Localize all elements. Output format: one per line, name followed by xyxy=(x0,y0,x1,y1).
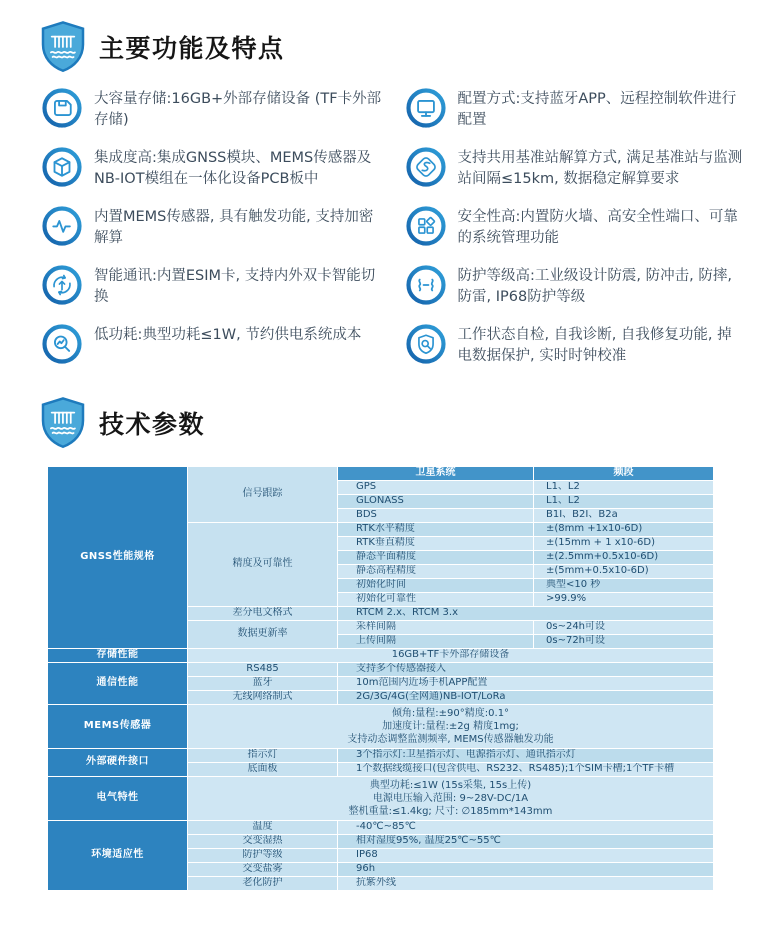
subcategory-signal-tracking: 信号跟踪 xyxy=(188,466,338,522)
feature-item-config xyxy=(406,88,746,132)
magnifier-chart-icon xyxy=(42,324,82,364)
param-bds: BDS xyxy=(338,508,534,522)
feature-text: 防护等级高:工业级设计防震, 防冲击, 防摔, 防雷, IP68防护等级 xyxy=(457,267,732,306)
feature-text: 支持共用基准站解算方式, 满足基准站与监测站间隔≤15km, 数据稳定解算要求 xyxy=(457,149,743,188)
value-bds-band: B1I、B2I、B2a xyxy=(534,508,714,522)
value-bluetooth: 10m范围内近场手机APP配置 xyxy=(338,676,714,690)
param-upload-interval: 上传间隔 xyxy=(338,634,534,648)
value-init-reliability: >99.9% xyxy=(534,592,714,606)
subcategory-diff-format: 差分电文格式 xyxy=(188,606,338,620)
category-hardware: 外部硬件接口 xyxy=(48,748,188,776)
subcategory-damp-heat: 交变湿热 xyxy=(188,834,338,848)
value-static-height: ±(5mm+0.5x10-6D) xyxy=(534,564,714,578)
subcategory-temperature: 温度 xyxy=(188,820,338,834)
pulse-icon xyxy=(42,206,82,246)
value-ip-rating: IP68 xyxy=(338,848,714,862)
category-environment: 环境适应性 xyxy=(48,820,188,890)
shield-dam-icon xyxy=(38,396,88,450)
value-damp-heat: 相对湿度95%, 温度25℃~55℃ xyxy=(338,834,714,848)
table-row xyxy=(48,748,714,762)
table-row xyxy=(48,704,714,748)
value-sample-interval: 0s~24h可设 xyxy=(534,620,714,634)
value-indicator-lights: 3个指示灯:卫星指示灯、电源指示灯、通讯指示灯 xyxy=(338,748,714,762)
specs-title: 技术参数 xyxy=(99,409,206,439)
value-electrical xyxy=(188,776,714,820)
value-rtk-horizontal: ±(8mm +1x10-6D) xyxy=(534,522,714,536)
subcategory-salt-spray: 交变盐雾 xyxy=(188,862,338,876)
s-curve-icon xyxy=(406,147,446,187)
feature-item-mems-sensor xyxy=(42,206,382,250)
table-row xyxy=(48,820,714,834)
value-upload-interval: 0s~72h可设 xyxy=(534,634,714,648)
feature-text: 工作状态自检, 自我诊断, 自我修复功能, 掉电数据保护, 实时时钟校准 xyxy=(457,326,732,365)
feature-item-security xyxy=(406,206,746,250)
cube-icon xyxy=(42,147,82,187)
value-init-time: 典型<10 秒 xyxy=(534,578,714,592)
value-salt-spray: 96h xyxy=(338,862,714,876)
value-aging: 抗紫外线 xyxy=(338,876,714,890)
subcategory-rs485: RS485 xyxy=(188,662,338,676)
feature-text: 智能通讯:内置ESIM卡, 支持内外双卡智能切换 xyxy=(94,267,376,306)
subcategory-ip-rating: 防护等级 xyxy=(188,848,338,862)
specs-section-header xyxy=(38,396,759,450)
param-sample-interval: 采样间隔 xyxy=(338,620,534,634)
blocks-icon xyxy=(406,206,446,246)
mems-line: 倾角:量程:±90°精度:0.1° xyxy=(391,707,510,719)
electrical-line: 电源电压输入范围: 9~28V-DC/1A xyxy=(372,792,529,804)
feature-item-smart-comm xyxy=(42,265,382,309)
shield-dam-icon xyxy=(38,20,88,74)
col-header-satellite-system: 卫星系统 xyxy=(338,466,534,480)
category-electrical: 电气特性 xyxy=(48,776,188,820)
feature-text: 安全性高:内置防火墙、高安全性端口、可靠的系统管理功能 xyxy=(457,208,738,247)
spec-table xyxy=(47,466,714,891)
param-gps: GPS xyxy=(338,480,534,494)
value-storage: 16GB+TF卡外部存储设备 xyxy=(188,648,714,662)
vibration-icon xyxy=(406,265,446,305)
param-static-plane: 静态平面精度 xyxy=(338,550,534,564)
value-temperature: -40℃~85℃ xyxy=(338,820,714,834)
value-glonass-band: L1、L2 xyxy=(534,494,714,508)
feature-item-integration xyxy=(42,147,382,191)
value-wireless: 2G/3G/4G(全网通)NB-IOT/LoRa xyxy=(338,690,714,704)
feature-text: 大容量存储:16GB+外部存储设备 (TF卡外部存储) xyxy=(94,91,382,129)
category-mems: MEMS传感器 xyxy=(48,704,188,748)
value-gps-band: L1、L2 xyxy=(534,480,714,494)
param-init-time: 初始化时间 xyxy=(338,578,534,592)
subcategory-wireless: 无线网络制式 xyxy=(188,690,338,704)
param-glonass: GLONASS xyxy=(338,494,534,508)
feature-text: 低功耗:典型功耗≤1W, 节约供电系统成本 xyxy=(94,326,362,343)
subcategory-aging: 老化防护 xyxy=(188,876,338,890)
features-grid xyxy=(42,88,745,368)
category-communication: 通信性能 xyxy=(48,662,188,704)
subcategory-update-rate: 数据更新率 xyxy=(188,620,338,648)
param-rtk-vertical: RTK垂直精度 xyxy=(338,536,534,550)
subcategory-bottom-panel: 底面板 xyxy=(188,762,338,776)
feature-item-low-power xyxy=(42,324,382,368)
value-mems xyxy=(188,704,714,748)
feature-text: 配置方式:支持蓝牙APP、远程控制软件进行配置 xyxy=(457,91,737,129)
features-title: 主要功能及特点 xyxy=(99,34,285,63)
features-section-header xyxy=(38,20,759,74)
param-rtk-horizontal: RTK水平精度 xyxy=(338,522,534,536)
feature-item-protection xyxy=(406,265,746,309)
feature-item-storage xyxy=(42,88,382,132)
subcategory-indicator-lights: 指示灯 xyxy=(188,748,338,762)
param-static-height: 静态高程精度 xyxy=(338,564,534,578)
feature-text: 集成度高:集成GNSS模块、MEMS传感器及NB-IOT模组在一体化设备PCB板中 xyxy=(94,149,372,188)
monitor-icon xyxy=(406,88,446,128)
mems-line: 加速度计:量程:±2g 精度1mg; xyxy=(382,720,519,732)
value-bottom-panel: 1个数据线缆接口(包含供电、RS232、RS485);1个SIM卡槽;1个TF卡槽 xyxy=(338,762,714,776)
value-rs485: 支持多个传感器接入 xyxy=(338,662,714,676)
electrical-line: 典型功耗:≤1W (15s采集, 15s上传) xyxy=(369,779,532,791)
floppy-disk-icon xyxy=(42,88,82,128)
subcategory-bluetooth: 蓝牙 xyxy=(188,676,338,690)
mems-line: 支持动态调整监测频率, MEMS传感器触发功能 xyxy=(347,733,554,745)
sync-arrows-icon xyxy=(42,265,82,305)
table-row xyxy=(48,466,714,480)
value-static-plane: ±(2.5mm+0.5x10-6D) xyxy=(534,550,714,564)
value-diff-format: RTCM 2.x、RTCM 3.x xyxy=(338,606,714,620)
col-header-band: 频段 xyxy=(534,466,714,480)
subcategory-accuracy: 精度及可靠性 xyxy=(188,522,338,606)
shield-search-icon xyxy=(406,324,446,364)
feature-item-base-station xyxy=(406,147,746,191)
value-rtk-vertical: ±(15mm + 1 x10-6D) xyxy=(534,536,714,550)
table-row xyxy=(48,662,714,676)
table-row xyxy=(48,648,714,662)
feature-text: 内置MEMS传感器, 具有触发功能, 支持加密解算 xyxy=(94,208,374,247)
param-init-reliability: 初始化可靠性 xyxy=(338,592,534,606)
category-storage: 存储性能 xyxy=(48,648,188,662)
electrical-line: 整机重量:≤1.4kg; 尺寸: ∅185mm*143mm xyxy=(348,805,553,817)
feature-item-self-check xyxy=(406,324,746,368)
table-row xyxy=(48,776,714,820)
category-gnss: GNSS性能规格 xyxy=(48,466,188,648)
